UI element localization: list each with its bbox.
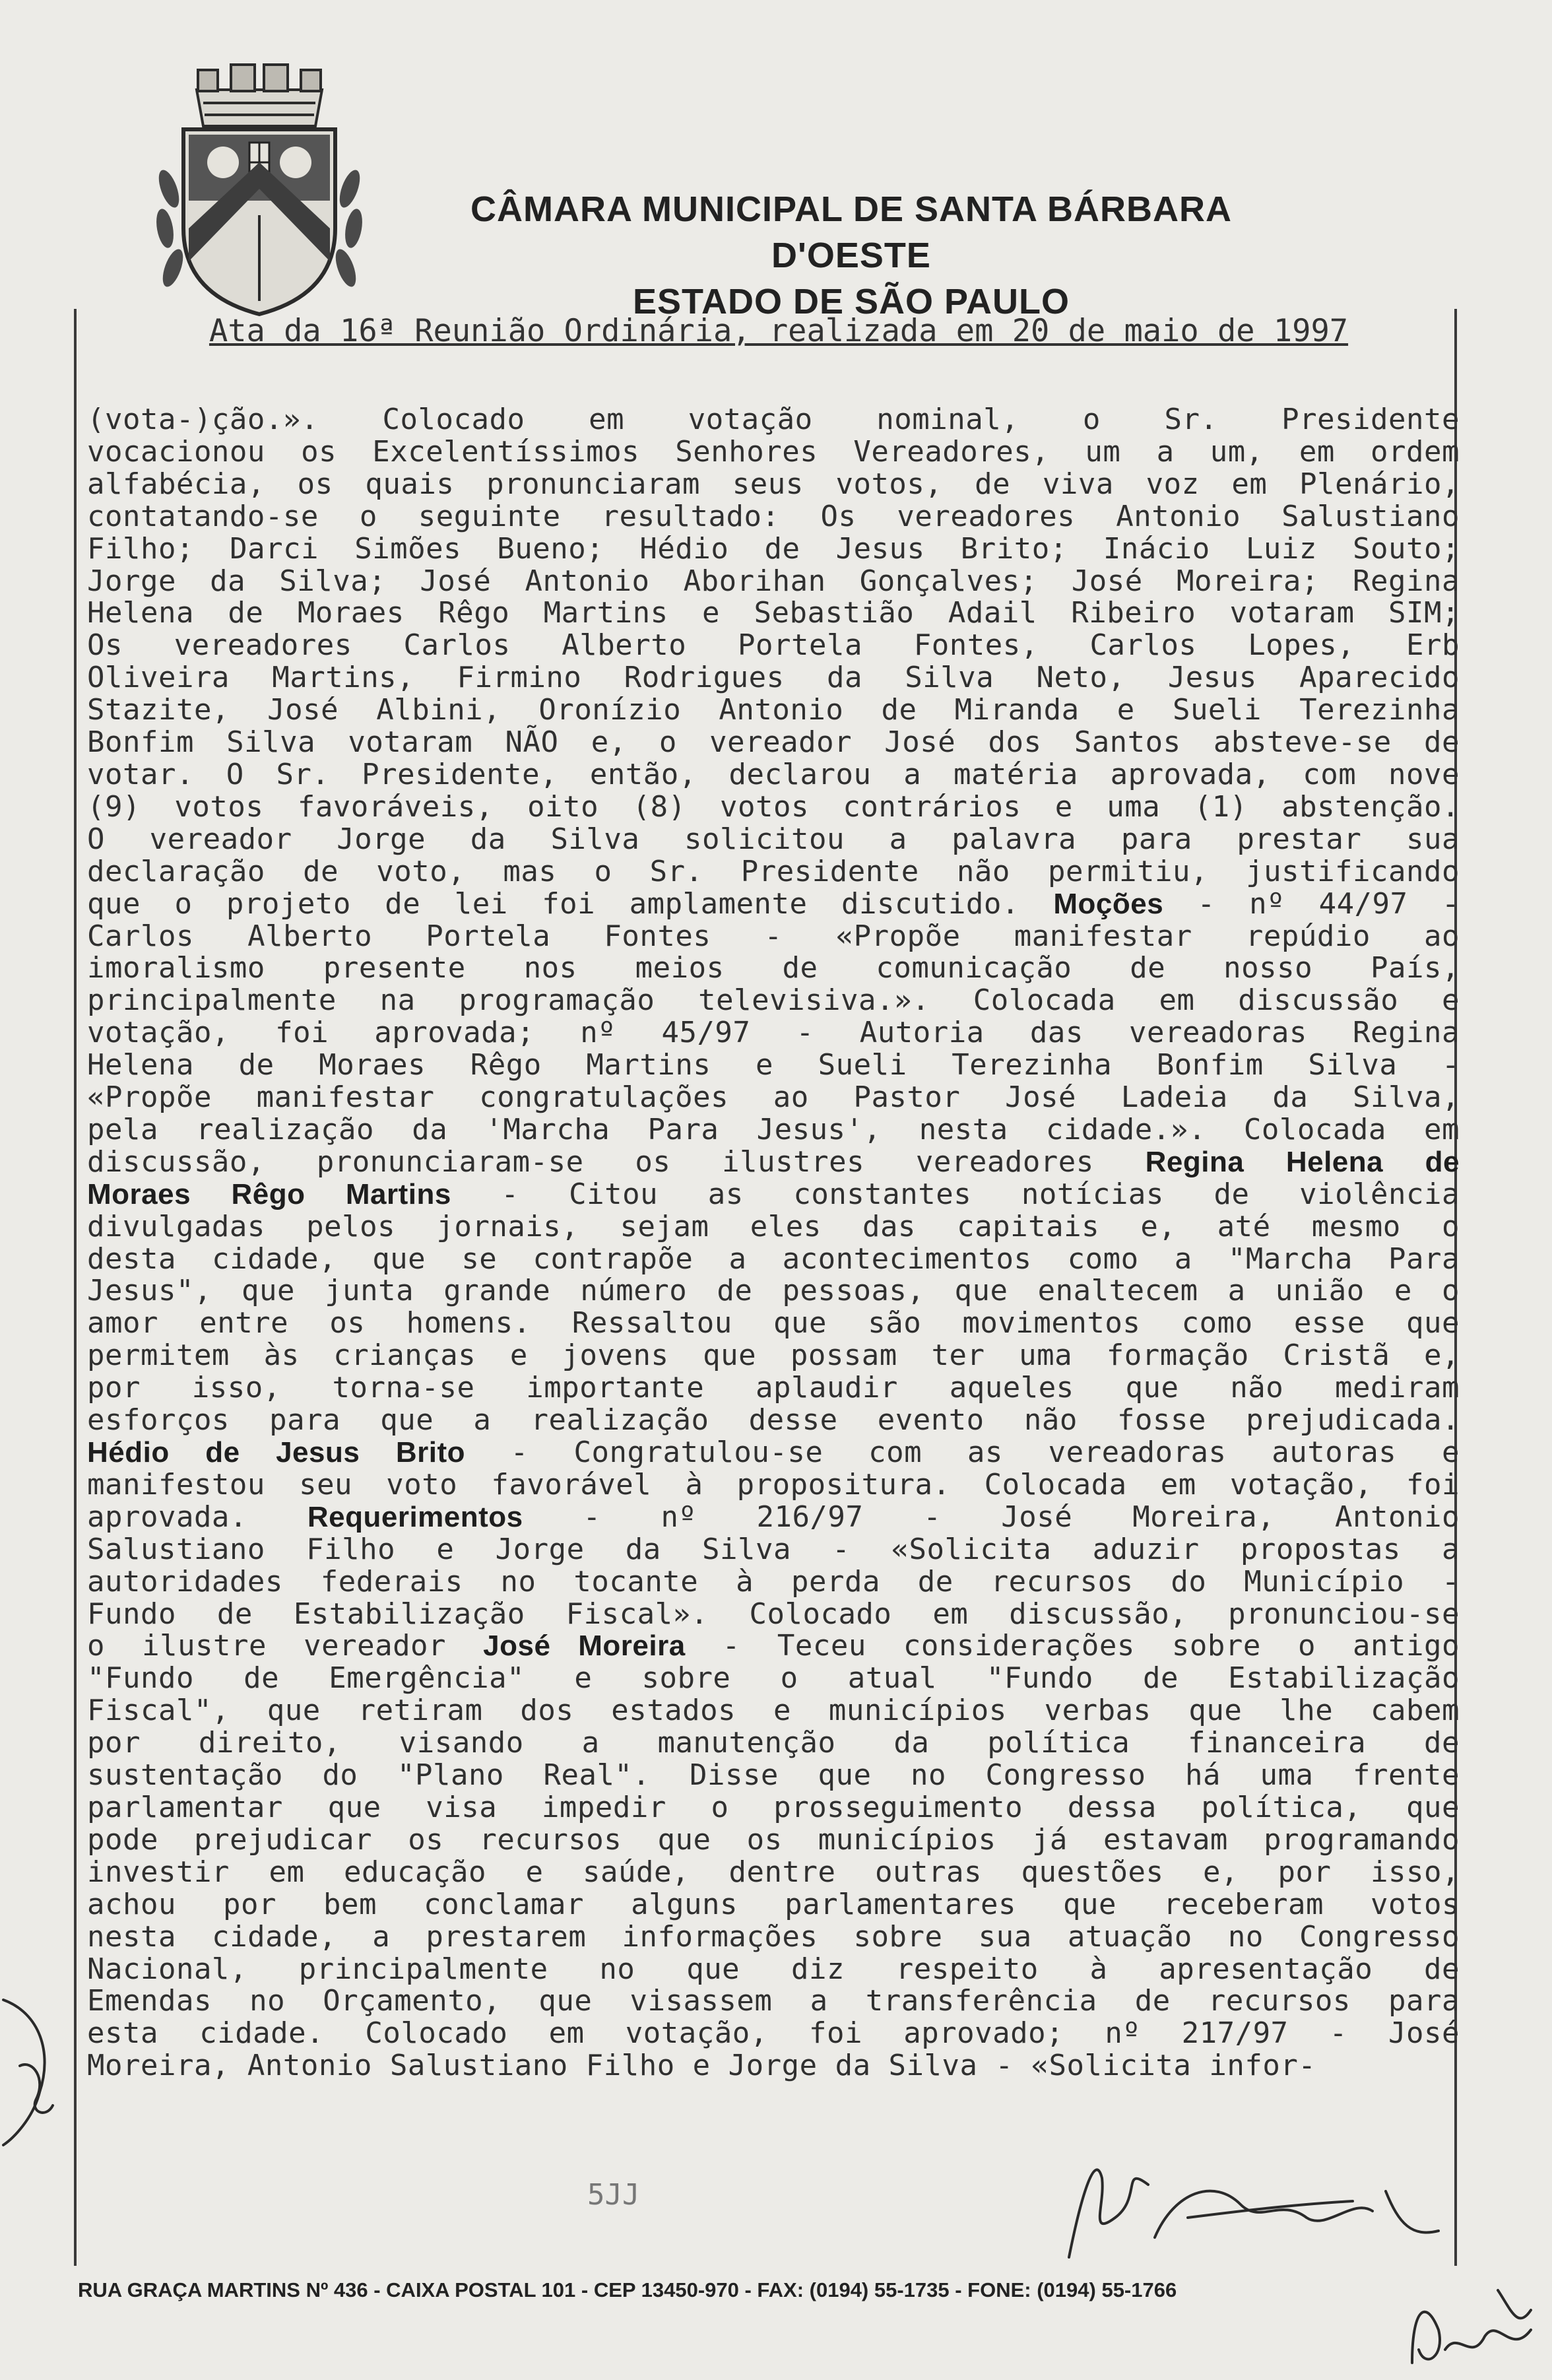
text-run: declaração de voto, mas o Sr. Presidente não permitiu, justificando xyxy=(87,854,1460,888)
text-run: Emendas no Orçamento, que visassem a transferência de recursos para xyxy=(87,1984,1460,2018)
text-run: Nacional, principalmente no que diz respeito à apresentação de xyxy=(87,1952,1460,1986)
text-line xyxy=(87,1824,1460,1857)
bold-heading: Requerimentos xyxy=(307,1500,523,1533)
text-line xyxy=(87,1243,1460,1276)
text-run: «Propõe manifestar congratulações ao Pastor José Ladeia da Silva, xyxy=(87,1080,1460,1115)
text-run: - Congratulou-se com as vereadoras autoras e xyxy=(465,1436,1460,1469)
text-run: discussão, pronunciaram-se os ilustres vereadores xyxy=(87,1144,1146,1179)
text-run: Moreira, Antonio Salustiano Filho e Jorge da Silva - «Solicita infor- xyxy=(87,2049,1316,2083)
text-line xyxy=(87,2050,1460,2082)
text-line xyxy=(87,921,1460,953)
text-run: Jesus", que junta grande número de pessoas, que enaltecem a união e o xyxy=(87,1274,1460,1308)
text-run: votar. O Sr. Presidente, então, declarou a matéria aprovada, com nove xyxy=(87,757,1460,791)
text-line xyxy=(87,1405,1460,1437)
text-line xyxy=(87,1695,1460,1727)
text-line xyxy=(87,888,1460,921)
text-run: (vota-)ção.». Colocado em votação nominal, o Sr. Presidente xyxy=(87,403,1460,436)
text-line xyxy=(87,1372,1460,1405)
text-run: vocacionou os Excelentíssimos Senhores Vereadores, um a um, em ordem xyxy=(87,434,1460,469)
text-run: - Citou as constantes notícias de violência xyxy=(451,1177,1460,1211)
text-line xyxy=(87,1469,1460,1502)
text-run: permitem às crianças e jovens que possam ter uma formação Cristã e, xyxy=(87,1339,1460,1373)
text-line xyxy=(87,662,1460,694)
text-run: Bonfim Silva votaram NÃO e, o vereador José dos Santos absteve-se de xyxy=(87,725,1460,760)
text-run: pode prejudicar os recursos que os municípios já estavam programando xyxy=(87,1822,1460,1857)
text-line xyxy=(87,404,1460,436)
text-line xyxy=(87,1179,1460,1211)
text-line xyxy=(87,791,1460,824)
text-run: amor entre os homens. Ressaltou que são movimentos como esse que xyxy=(87,1306,1460,1340)
text-run: investir em educação e saúde, dentre outras questões e, por isso, xyxy=(87,1855,1460,1889)
bold-heading: Hédio de Jesus Brito xyxy=(87,1436,465,1469)
state-name: ESTADO DE SÃO PAULO xyxy=(632,282,1070,321)
bold-heading: José Moreira xyxy=(483,1630,686,1663)
text-run: - nº 44/97 - xyxy=(1163,886,1460,921)
text-run: votação, foi aprovada; nº 45/97 - Autoria das vereadoras Regina xyxy=(87,1016,1460,1050)
text-run: que o projeto de lei foi amplamente discutido. xyxy=(87,886,1054,921)
text-line xyxy=(87,727,1460,759)
text-run: Stazite, José Albini, Oronízio Antonio de Miranda e Sueli Terezinha xyxy=(87,693,1460,727)
text-line xyxy=(87,1114,1460,1146)
text-line xyxy=(87,1985,1460,2018)
footer-address: RUA GRAÇA MARTINS Nº 436 - CAIXA POSTAL 101 - CEP 13450-970 - FAX: (0194) 55-1735 - FONE: (0194) 55-1766 xyxy=(78,2278,1177,2301)
text-line xyxy=(87,1340,1460,1372)
margin-initials-icon xyxy=(0,1987,73,2158)
text-run: principalmente na programação televisiva.». Colocada em discussão e xyxy=(87,983,1460,1018)
text-run: Fiscal", que retiram dos estados e municípios verbas que lhe cabem xyxy=(87,1694,1460,1728)
text-line xyxy=(87,694,1460,727)
text-run: Helena de Moraes Rêgo Martins e Sueli Terezinha Bonfim Silva - xyxy=(87,1048,1460,1082)
text-run: aprovada. xyxy=(87,1500,307,1534)
text-run: pela realização da 'Marcha Para Jesus', nesta cidade.». Colocada em xyxy=(87,1112,1460,1146)
text-run: alfabécia, os quais pronunciaram seus votos, de viva voz em Plenário, xyxy=(87,467,1460,501)
text-line xyxy=(87,1760,1460,1792)
signature-icon xyxy=(1043,2138,1491,2270)
text-line xyxy=(87,1146,1460,1179)
text-line xyxy=(87,952,1460,985)
coat-of-arms-icon xyxy=(150,63,368,321)
text-line xyxy=(87,985,1460,1017)
institution-name: CÂMARA MUNICIPAL DE SANTA BÁRBARA D'OESTE xyxy=(470,189,1232,275)
text-run: nesta cidade, a prestarem informações sobre sua atuação no Congresso xyxy=(87,1919,1460,1954)
page-number: 5JJ xyxy=(587,2178,640,2212)
text-run: (9) votos favoráveis, oito (8) votos contrários e uma (1) abstenção. xyxy=(87,789,1460,824)
text-line xyxy=(87,1437,1460,1469)
text-line xyxy=(87,1307,1460,1340)
text-run: manifestou seu voto favorável à propositura. Colocada em votação, foi xyxy=(87,1467,1460,1502)
text-line xyxy=(87,1211,1460,1243)
text-line xyxy=(87,469,1460,501)
text-run: desta cidade, que se contrapõe a acontecimentos como a "Marcha Para xyxy=(87,1241,1460,1276)
text-line xyxy=(87,1921,1460,1954)
text-run: o ilustre vereador xyxy=(87,1629,484,1663)
text-line xyxy=(87,2018,1460,2050)
text-line xyxy=(87,566,1460,598)
text-run: Helena de Moraes Rêgo Martins e Sebastião Adail Ribeiro votaram SIM; xyxy=(87,596,1460,630)
bold-heading: Moções xyxy=(1053,887,1164,920)
text-line xyxy=(87,436,1460,469)
text-run: Jorge da Silva; José Antonio Aborihan Gonçalves; José Moreira; Regina xyxy=(87,564,1460,598)
text-run: Carlos Alberto Portela Fontes - «Propõe manifestar repúdio ao xyxy=(87,919,1460,953)
text-run: por isso, torna-se importante aplaudir aqueles que não mediram xyxy=(87,1371,1460,1405)
text-line xyxy=(87,1727,1460,1760)
text-line xyxy=(87,533,1460,566)
text-run: autoridades federais no tocante à perda de recursos do Município - xyxy=(87,1564,1460,1599)
text-line xyxy=(87,1275,1460,1307)
text-run: Filho; Darci Simões Bueno; Hédio de Jesus Brito; Inácio Luiz Souto; xyxy=(87,531,1460,566)
text-line xyxy=(87,824,1460,856)
text-line xyxy=(87,1663,1460,1695)
text-line xyxy=(87,1857,1460,1889)
text-line xyxy=(87,1049,1460,1082)
text-run: - Teceu considerações sobre o antigo xyxy=(685,1629,1460,1663)
text-line xyxy=(87,1534,1460,1566)
text-run: contatando-se o seguinte resultado: Os vereadores Antonio Salustiano xyxy=(87,499,1460,533)
text-line xyxy=(87,1954,1460,1986)
text-line xyxy=(87,1630,1460,1663)
text-run: Os vereadores Carlos Alberto Portela Fontes, Carlos Lopes, Erb xyxy=(87,628,1460,663)
text-line xyxy=(87,759,1460,791)
minutes-body xyxy=(87,404,1460,2082)
text-line xyxy=(87,1792,1460,1824)
text-line xyxy=(87,1599,1460,1631)
text-run: divulgadas pelos jornais, sejam eles das capitais e, até mesmo o xyxy=(87,1209,1460,1243)
text-line xyxy=(87,630,1460,662)
text-run: por direito, visando a manutenção da política financeira de xyxy=(87,1726,1460,1760)
text-run: - nº 216/97 - José Moreira, Antonio xyxy=(523,1500,1460,1534)
text-line xyxy=(87,597,1460,630)
text-run: Fundo de Estabilização Fiscal». Colocado em discussão, pronunciou-se xyxy=(87,1597,1460,1631)
text-run: esforços para que a realização desse evento não fosse prejudicada. xyxy=(87,1403,1460,1438)
text-run: Salustiano Filho e Jorge da Silva - «Solicita aduzir propostas a xyxy=(87,1532,1460,1566)
minutes-title: Ata da 16ª Reunião Ordinária, realizada em 20 de maio de 1997 xyxy=(209,313,1349,349)
text-line xyxy=(87,1502,1460,1534)
text-run: esta cidade. Colocado em votação, foi aprovado; nº 217/97 - José xyxy=(87,2016,1460,2051)
left-margin-line xyxy=(74,309,77,2266)
bold-heading: Regina Helena de xyxy=(1145,1145,1460,1178)
text-run: achou por bem conclamar alguns parlamentares que receberam votos xyxy=(87,1887,1460,1921)
text-run: sustentação do "Plano Real". Disse que no Congresso há uma frente xyxy=(87,1758,1460,1793)
document-header xyxy=(422,186,1280,325)
text-run: "Fundo de Emergência" e sobre o atual "Fundo de Estabilização xyxy=(87,1661,1460,1696)
text-line xyxy=(87,856,1460,888)
text-run: O vereador Jorge da Silva solicitou a palavra para prestar sua xyxy=(87,822,1460,856)
bold-heading: Moraes Rêgo Martins xyxy=(87,1177,451,1210)
text-run: parlamentar que visa impedir o prosseguimento dessa política, que xyxy=(87,1790,1460,1824)
text-run: Oliveira Martins, Firmino Rodrigues da Silva Neto, Jesus Aparecido xyxy=(87,661,1460,695)
text-line xyxy=(87,1017,1460,1049)
text-line xyxy=(87,1082,1460,1114)
text-line xyxy=(87,1889,1460,1921)
text-line xyxy=(87,1566,1460,1599)
text-line xyxy=(87,501,1460,533)
text-run: imoralismo presente nos meios de comunicação de nosso País, xyxy=(87,951,1460,985)
